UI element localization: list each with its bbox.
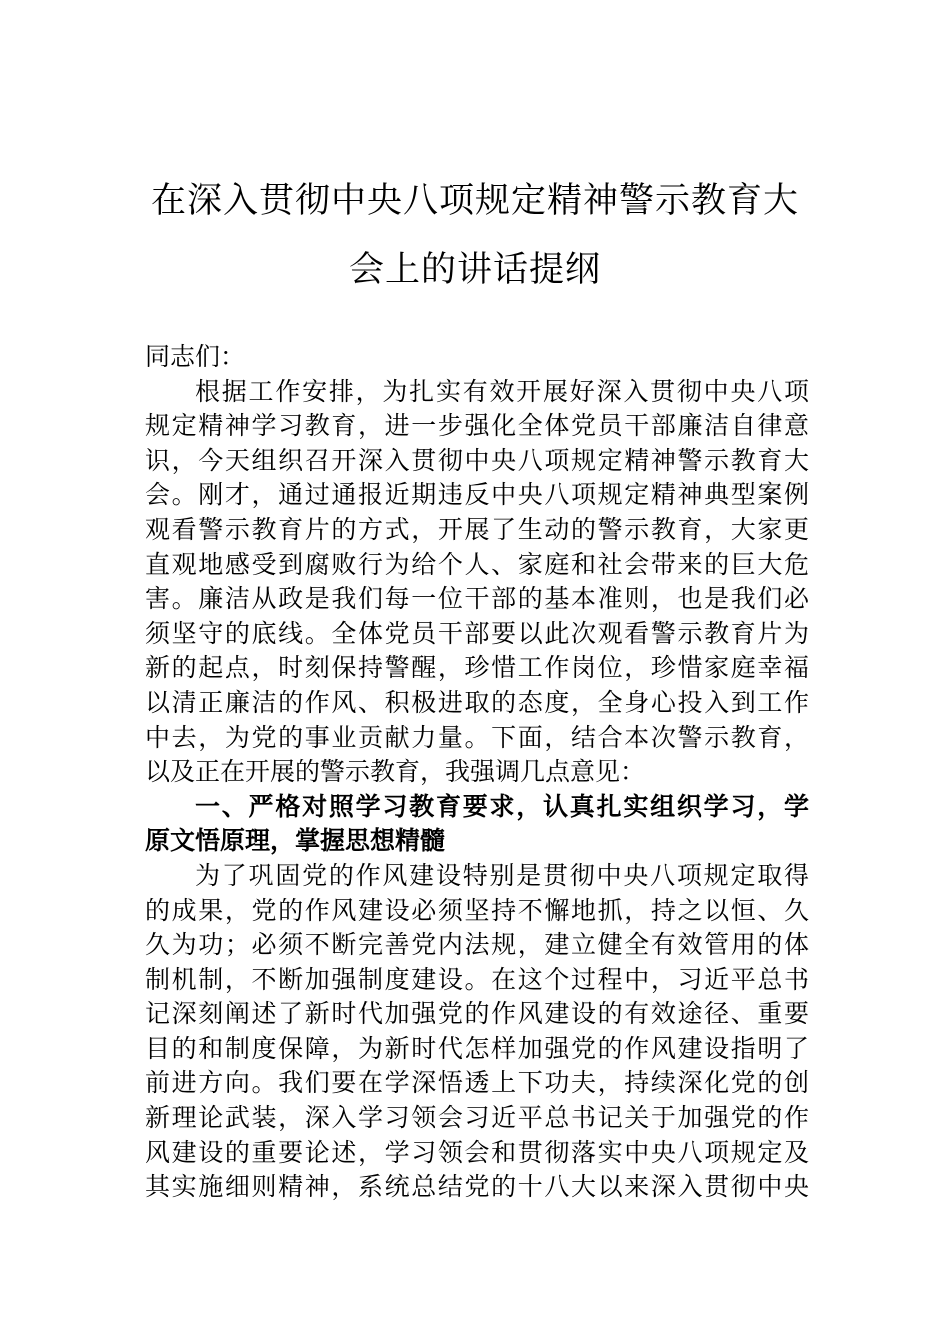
paragraph-line: 会。刚才，通过通报近期违反中央八项规定精神典型案例 [145, 480, 809, 510]
paragraph-line: 的成果，党的作风建设必须坚持不懈地抓，持之以恒、久 [145, 895, 809, 925]
paragraph-line: 识，今天组织召开深入贯彻中央八项规定精神警示教育大 [145, 445, 809, 475]
document-title-line-1: 在深入贯彻中央八项规定精神警示教育大 [150, 181, 799, 221]
paragraph-line: 制机制，不断加强制度建设。在这个过程中，习近平总书 [145, 964, 809, 994]
paragraph-line: 观看警示教育片的方式，开展了生动的警示教育，大家更 [145, 514, 809, 544]
section-heading-line: 一、严格对照学习教育要求，认真扎实组织学习，学 [195, 791, 809, 821]
paragraph-line: 其实施细则精神，系统总结党的十八大以来深入贯彻中央 [145, 1172, 809, 1202]
paragraph-line: 须坚守的底线。全体党员干部要以此次观看警示教育片为 [145, 618, 809, 648]
paragraph-line: 同志们： [145, 342, 246, 371]
paragraph-line: 新的起点，时刻保持警醒，珍惜工作岗位，珍惜家庭幸福 [145, 653, 809, 683]
paragraph-line: 害。廉洁从政是我们每一位干部的基本准则，也是我们必 [145, 584, 809, 614]
paragraph-line: 目的和制度保障，为新时代怎样加强党的作风建设指明了 [145, 1033, 809, 1063]
paragraph-line: 新理论武装，深入学习领会习近平总书记关于加强党的作 [145, 1103, 809, 1133]
document-title-line-2: 会上的讲话提纲 [348, 250, 601, 290]
paragraph-line: 以及正在开展的警示教育，我强调几点意见： [145, 757, 646, 787]
paragraph-line: 为了巩固党的作风建设特别是贯彻中央八项规定取得 [195, 860, 809, 890]
paragraph-line: 久为功；必须不断完善党内法规，建立健全有效管用的体 [145, 930, 809, 960]
paragraph-line: 规定精神学习教育，进一步强化全体党员干部廉洁自律意 [145, 411, 809, 441]
paragraph-line: 记深刻阐述了新时代加强党的作风建设的有效途径、重要 [145, 999, 809, 1029]
paragraph-line: 风建设的重要论述，学习领会和贯彻落实中央八项规定及 [145, 1137, 809, 1167]
paragraph-line: 直观地感受到腐败行为给个人、家庭和社会带来的巨大危 [145, 549, 809, 579]
paragraph-line: 前进方向。我们要在学深悟透上下功夫，持续深化党的创 [145, 1068, 809, 1098]
paragraph-line: 以清正廉洁的作风、积极进取的态度，全身心投入到工作 [145, 687, 809, 717]
paragraph-line: 根据工作安排，为扎实有效开展好深入贯彻中央八项 [195, 376, 809, 406]
document-body [145, 340, 809, 1205]
section-heading-line: 原文悟原理，掌握思想精髓 [145, 826, 446, 856]
paragraph-line: 中去，为党的事业贡献力量。下面，结合本次警示教育， [145, 722, 809, 752]
